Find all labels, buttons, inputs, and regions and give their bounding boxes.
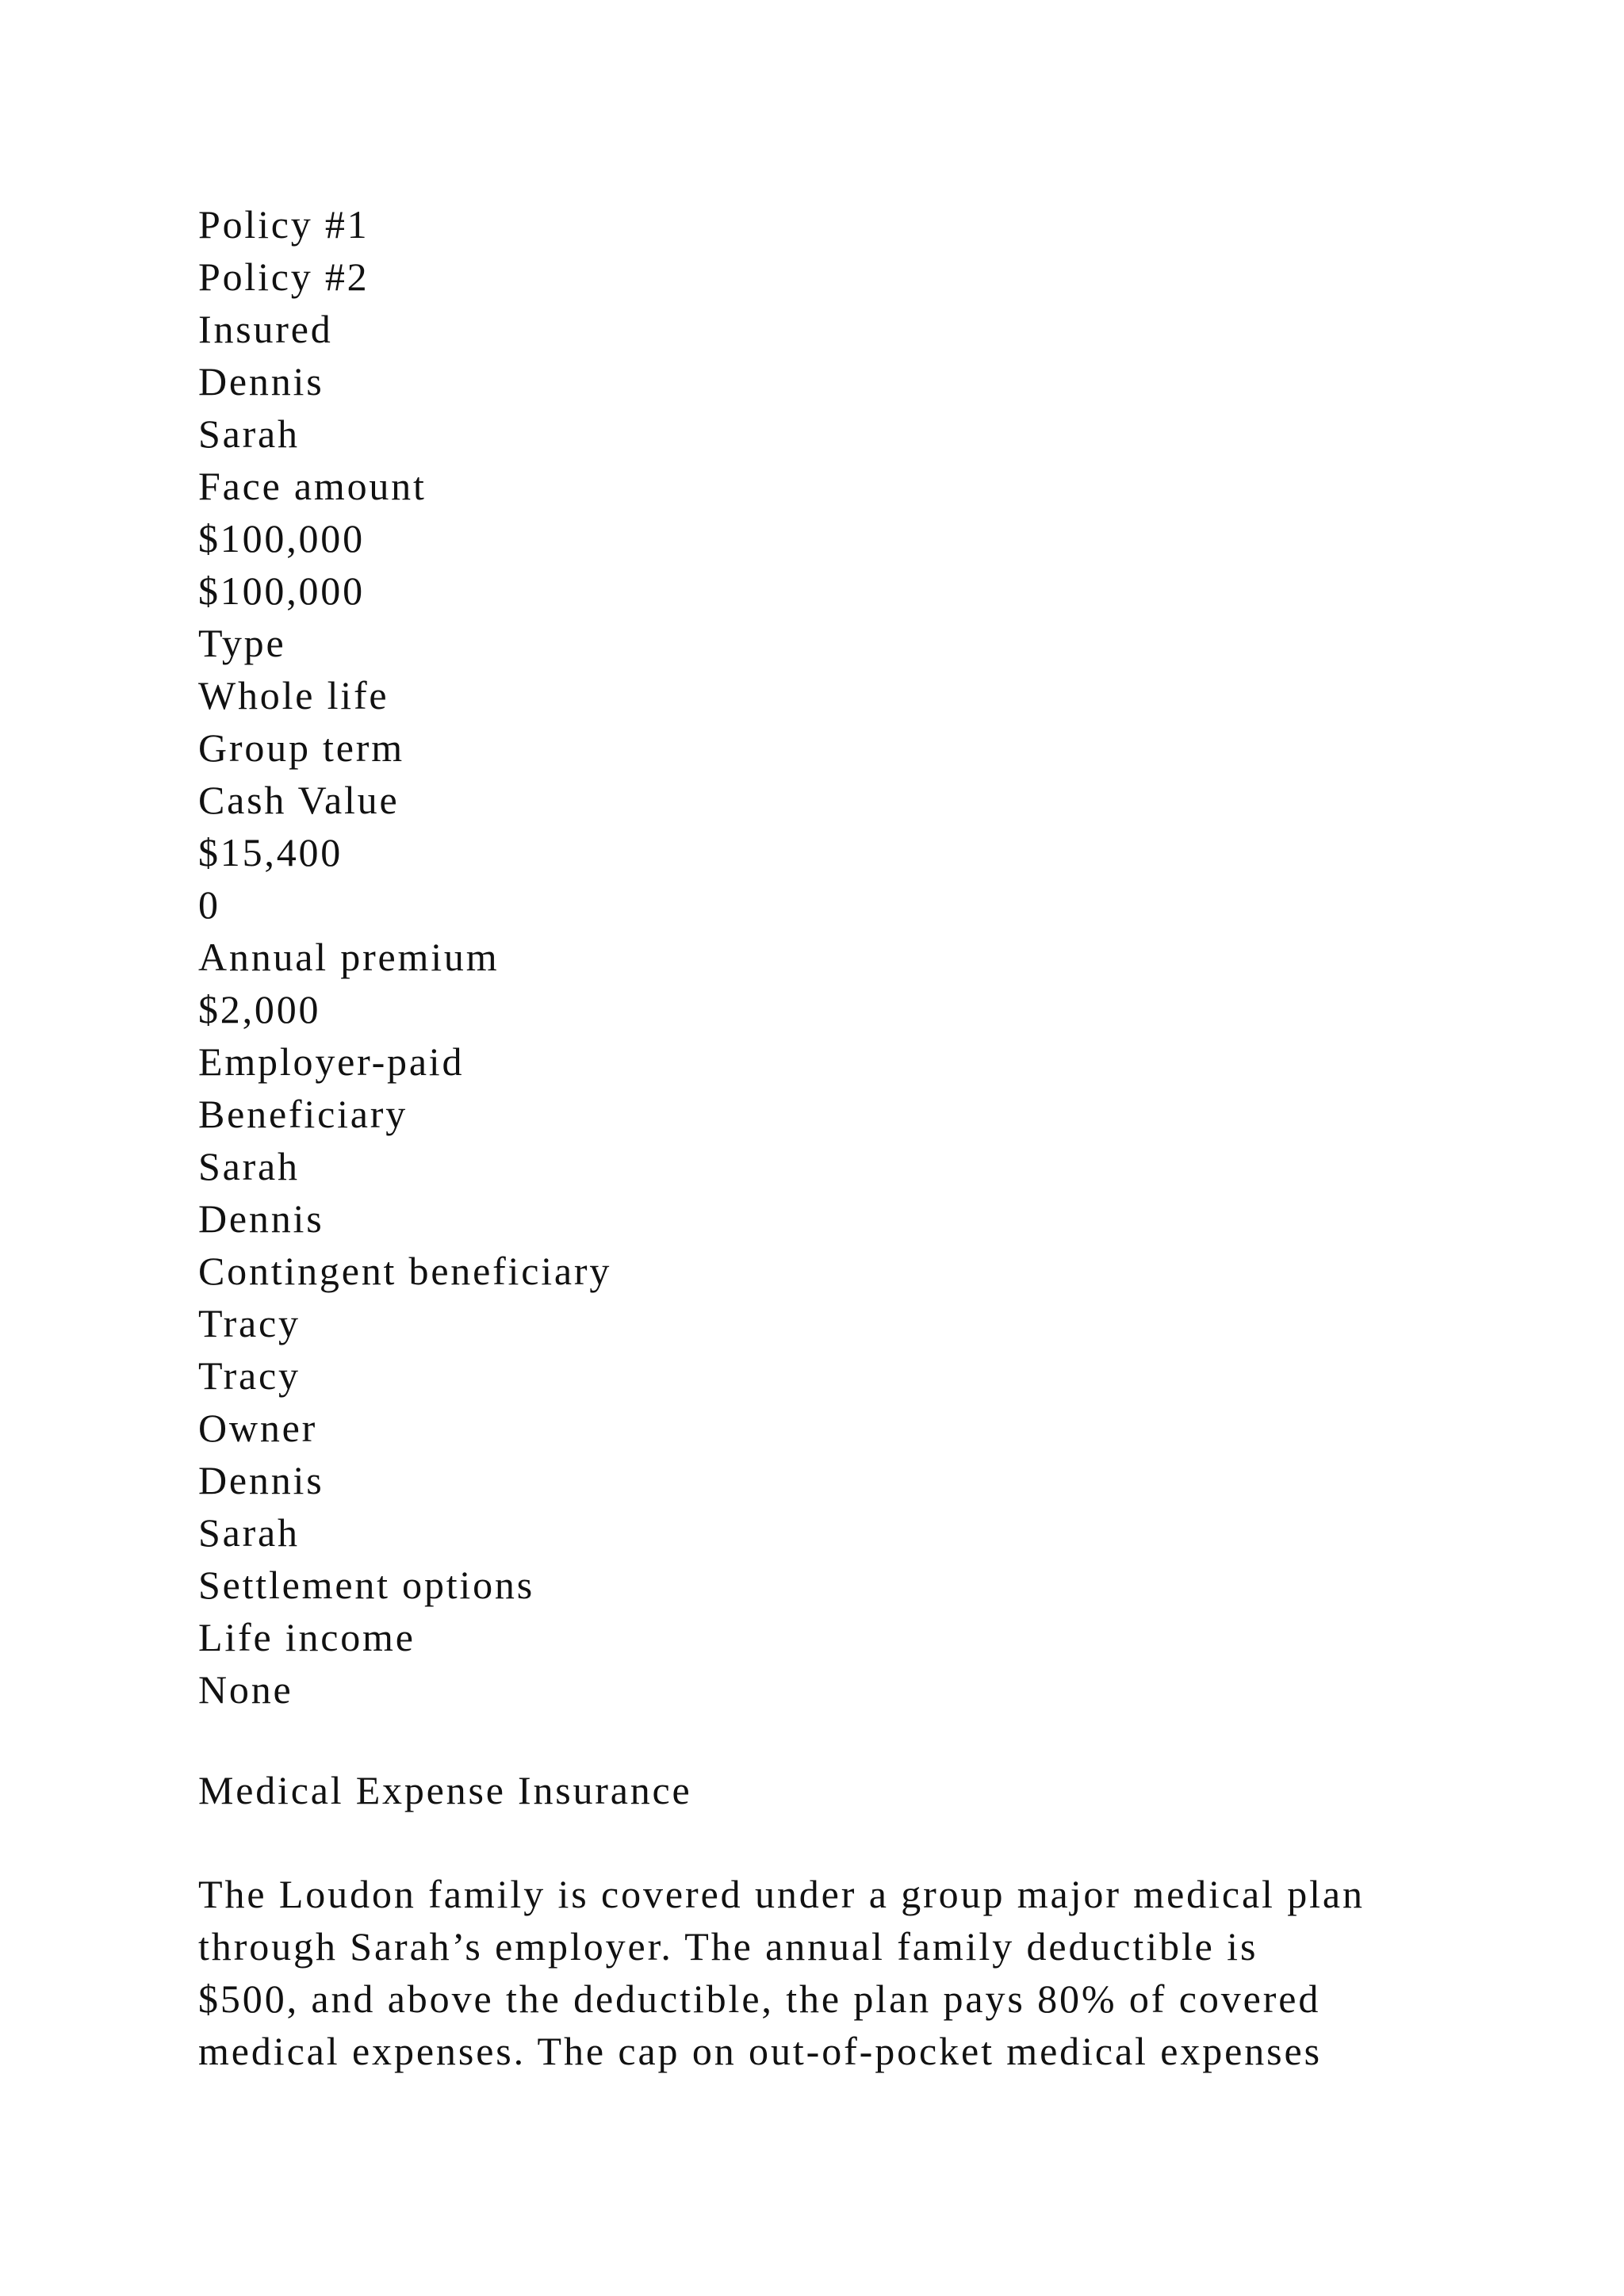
policy-line: Whole life [198, 673, 389, 718]
policy-line: Employer-paid [198, 1039, 465, 1084]
body-paragraph [198, 1868, 1507, 2077]
policy-line: Face amount [198, 464, 427, 508]
policy-line: Dennis [198, 359, 324, 404]
policy-line: Owner [198, 1406, 318, 1450]
policy-line: None [198, 1667, 293, 1712]
policy-line: Sarah [198, 1510, 300, 1555]
policy-line: $15,400 [198, 830, 343, 874]
policy-line: 0 [198, 882, 220, 927]
policy-line: Sarah [198, 411, 300, 456]
policy-line: Tracy [198, 1301, 301, 1345]
policy-line: Settlement options [198, 1563, 534, 1607]
policy-line: Dennis [198, 1196, 324, 1241]
paragraph-line: $500, and above the deductible, the plan pays 80% of covered [198, 1976, 1321, 2021]
policy-line: Policy #2 [198, 254, 370, 299]
policy-line: Type [198, 621, 286, 665]
policy-line: Life income [198, 1615, 416, 1659]
policy-line: Annual premium [198, 935, 500, 979]
policy-line: $2,000 [198, 987, 321, 1031]
policy-line: Tracy [198, 1353, 301, 1398]
policy-line: Contingent beneficiary [198, 1249, 612, 1293]
policy-line: Sarah [198, 1144, 300, 1188]
paragraph-line: The Loudon family is covered under a group major medical plan [198, 1872, 1365, 1916]
policy-line: Policy #1 [198, 202, 370, 247]
policy-line: Cash Value [198, 778, 400, 822]
section-heading: Medical Expense Insurance [198, 1768, 692, 1812]
paragraph-line: through Sarah’s employer. The annual family deductible is [198, 1924, 1258, 1969]
policy-line: Dennis [198, 1458, 324, 1502]
policy-line: Beneficiary [198, 1092, 408, 1136]
policy-line: Insured [198, 307, 333, 351]
paragraph-line: medical expenses. The cap on out-of-pocket medical expenses [198, 2029, 1322, 2073]
policy-table-lines [198, 198, 1467, 1716]
policy-line: $100,000 [198, 568, 365, 613]
policy-line: $100,000 [198, 516, 365, 561]
policy-line: Group term [198, 725, 404, 770]
